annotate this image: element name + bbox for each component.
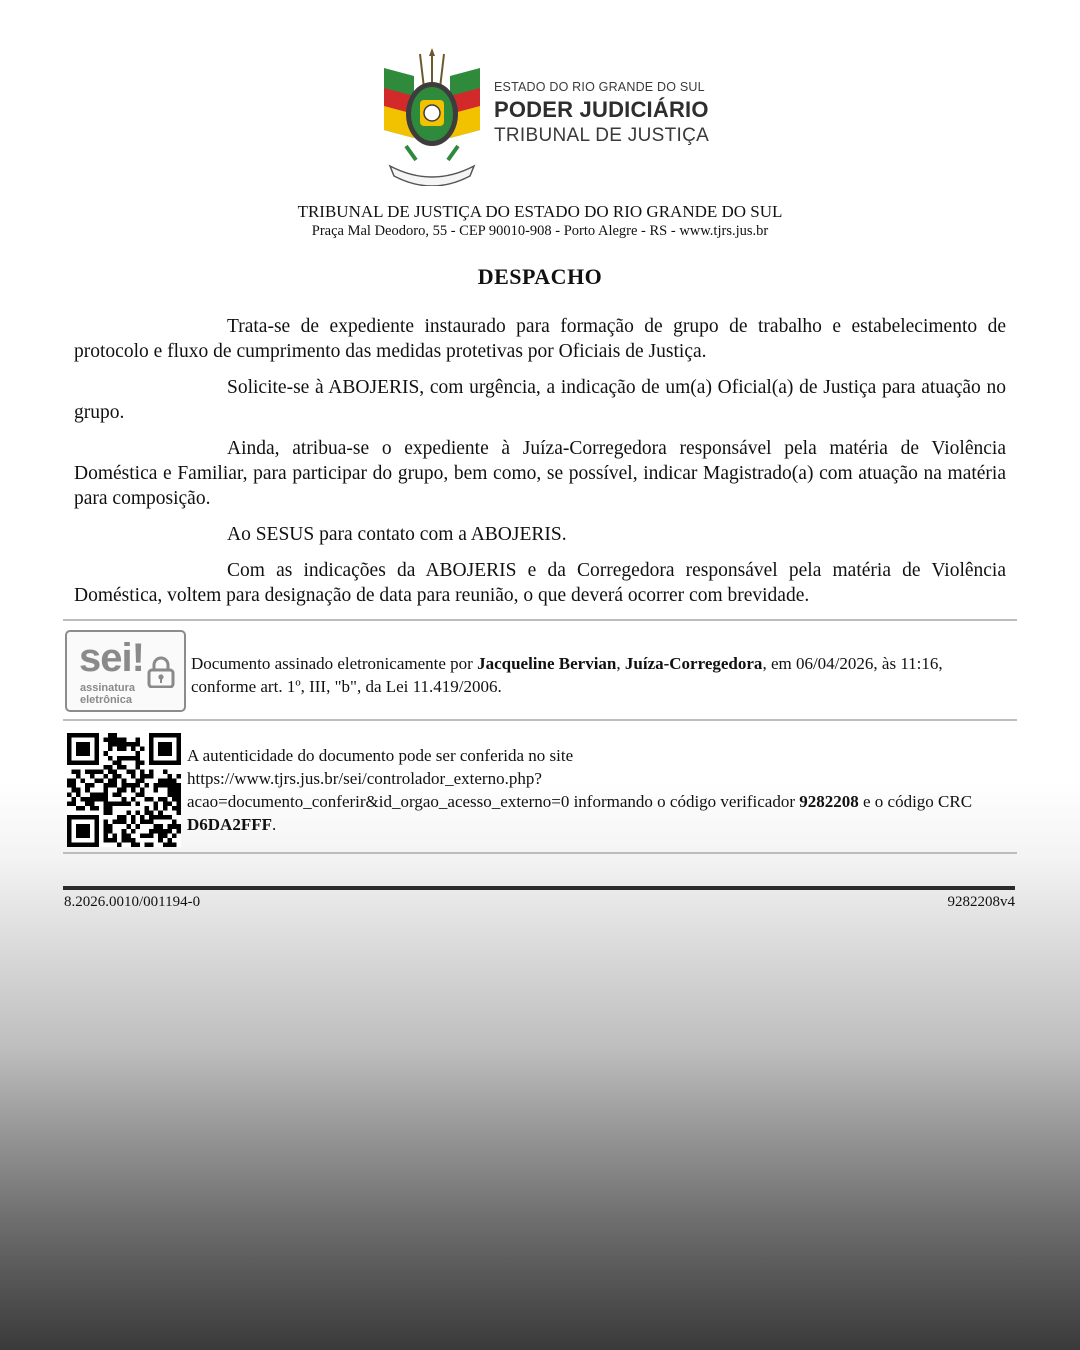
divider (63, 719, 1017, 721)
verifier-code: 9282208 (799, 792, 859, 811)
paragraph: Ao SESUS para contato com a ABOJERIS. (227, 524, 567, 545)
lock-icon (146, 656, 176, 688)
sei-logo-caption: assinatura eletrônica (80, 682, 136, 706)
paragraph: Solicite-se à ABOJERIS, com urgência, a indicação de um(a) Oficial(a) de Justiça para atuação no grupo. (74, 377, 1006, 423)
court-logo (376, 48, 716, 188)
paragraph: Com as indicações da ABOJERIS e da Corregedora responsável pela matéria de Violência Doméstica, voltem para designação de data para reunião, o que deverá ocorrer com brevidade. (74, 560, 1006, 606)
process-number: 8.2026.0010/001194-0 (64, 894, 201, 910)
logo-state-line: ESTADO DO RIO GRANDE DO SUL (494, 80, 705, 94)
crc-code: D6DA2FFF (187, 815, 272, 834)
document-body (74, 314, 1006, 619)
logo-text (494, 80, 724, 147)
verification-url: https://www.tjrs.jus.br/sei/controlador_externo.php? (187, 769, 542, 788)
signature-statement: Documento assinado eletronicamente por Jacqueline Bervian, Juíza-Corregedora, em 06/04/2026, às 11:16, conforme art. 1º, III, "b", da Lei 11.419/2006. (191, 654, 943, 696)
authenticity-statement: A autenticidade do documento pode ser conferida no site https://www.tjrs.jus.br/sei/controlador_externo.php? acao=documento_conferir&id_orgao_acesso_externo=0 informando o código verificador 9282208 e o código CRC D6DA2FFF. (187, 744, 1009, 836)
sei-logo-word: sei! (79, 636, 144, 680)
logo-power-line: PODER JUDICIÁRIO (494, 97, 709, 122)
court-address: Praça Mal Deodoro, 55 - CEP 90010-908 - Porto Alegre - RS - www.tjrs.jus.br (311, 223, 769, 239)
logo-court-line: TRIBUNAL DE JUSTIÇA (494, 125, 710, 146)
document-title: DESPACHO (477, 264, 603, 289)
court-title: TRIBUNAL DE JUSTIÇA DO ESTADO DO RIO GRANDE DO SUL (297, 202, 783, 221)
divider (63, 852, 1017, 854)
divider (63, 619, 1017, 621)
paragraph: Trata-se de expediente instaurado para formação de grupo de trabalho e estabelecimento de protocolo e fluxo de cumprimento das medidas protetivas por Oficiais de Justiça. (74, 316, 1006, 362)
sei-signature-badge (65, 630, 186, 712)
qr-code-icon (67, 733, 181, 847)
coat-of-arms-icon (376, 48, 488, 186)
paragraph: Ainda, atribua-se o expediente à Juíza-Corregedora responsável pela matéria de Violência Doméstica e Familiar, para participar do grupo, bem como, se possível, indicar Magistrado(a) com atuação na matéria para composição. (74, 438, 1006, 509)
signer-name: Jacqueline Bervian (477, 654, 617, 673)
document-version: 9282208v4 (947, 894, 1015, 910)
signer-role: Juíza-Corregedora (624, 654, 763, 673)
footer-rule (63, 886, 1015, 890)
